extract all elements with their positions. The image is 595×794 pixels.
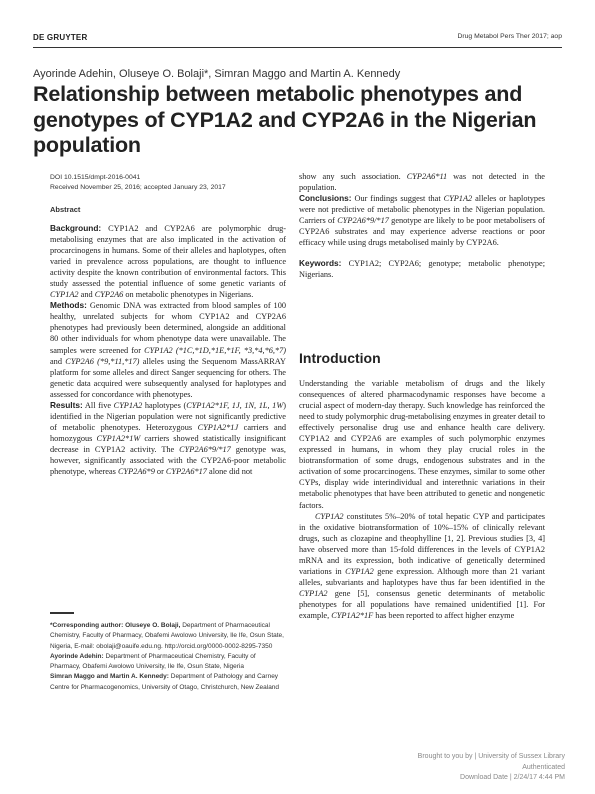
maggo-kennedy-affiliation: Simran Maggo and Martin A. Kennedy: Department of Pathology and Carney Centre for Pharmacogenomics, University of Otago, Christchurch, New Zealand: [50, 673, 280, 691]
download-watermark: Brought to you by | University of Sussex Library Authenticated Download Date | 2/24/17 4:44 PM: [417, 753, 565, 781]
corresponding-author-note: *Corresponding author: Oluseye O. Bolaji, Department of Pharmaceutical Chemistry, Faculty of Pharmacy, Obafemi Awolowo University, Ile Ife, Osun State, Nigeria, E-mail: obolaji@oauife.edu.ng. http://orcid.org/0000-0002-8295-7350: [50, 622, 284, 650]
abstract-conclusions: Conclusions: Our findings suggest that CYP1A2 alleles or haplotypes were not predictive of metabolic phenotypes in the Nigerian population. Carriers of CYP2A6*9/*17 genotype are likely to be poor metabolisers of CYP2A6 substrates and may experience adverse reactions or poor efficacy while using drugs metabolised mainly by CYP2A6.: [299, 193, 545, 248]
abstract-left-column: [50, 223, 286, 477]
results-continued-left: alone did not: [206, 467, 253, 477]
abstract-results: Results: All five CYP1A2 haplotypes (CYP1A2*1F, 1J, 1N, 1L, 1W) identified in the Nigerian population were not significantly predictive of metabolic phenotypes. Heterozygous CYP1A2*1J carriers and homozygous CYP1A2*1W carriers showed statistically insignificant decrease in CYP1A2 activity. The CYP2A6*9/*17 genotype was, however, significantly associated with the CYP2A6-poor metabolic phenotype, whereas CYP2A6*9 or CYP2A6*17 alone did not: [50, 399, 286, 477]
introduction-body: [299, 378, 545, 621]
adehin-affiliation: Ayorinde Adehin: Department of Pharmaceutical Chemistry, Faculty of Pharmacy, Obafemi Awolowo University, Ile Ife, Osun State, Nigeria: [50, 652, 256, 671]
doi[interactable]: DOI 10.1515/dmpt-2016-0041: [50, 174, 141, 181]
introduction-heading: Introduction: [299, 350, 381, 366]
abstract-methods: Methods: Genomic DNA was extracted from blood samples of 100 healthy, unrelated subjects for whom CYP1A2 and CYP2A6 phenotypes had previously been determined, alongside an additional 80 other individuals for whom phenotype data were unavailable. The samples were screened for CYP1A2 (*1C,*1D,*1E,*1F, *3,*4,*6,*7) and CYP2A6 (*9,*11,*17) alleles using the Sequenom MassARRAY platform for some alleles and direct Sanger sequencing for others. The genetic data acquired were subsequently analysed for haplotypes and assessed for concordance with phenotypes.: [50, 300, 286, 399]
abstract-results-continued: show any such association. CYP2A6*11 was not detected in the population.: [299, 172, 545, 193]
abstract-right-column: [299, 171, 545, 280]
author-list: Ayorinde Adehin, Oluseye O. Bolaji*, Simran Maggo and Martin A. Kennedy: [33, 68, 401, 80]
results-label: Results:: [50, 399, 83, 410]
abstract-heading: Abstract: [50, 205, 81, 214]
conclusions-label: Conclusions:: [299, 193, 352, 204]
background-label: Background:: [50, 223, 102, 233]
received-date: Received November 25, 2016; accepted January 23, 2017: [50, 184, 226, 191]
journal-citation: Drug Metabol Pers Ther 2017; aop: [457, 33, 562, 40]
abstract-background: Background: CYP1A2 and CYP2A6 are polymorphic drug-metabolising enzymes that are also implicated in the activation of procarcinogens in humans. Some of their alleles and haplotypes, often varied in prevalence across populations, are thought to influence activity despite the known contribution of environmental factors. This study assessed the potential influence of some genetic variants of CYP1A2 and CYP2A6 on metabolic phenotypes in Nigerians.: [50, 223, 286, 300]
footnote-divider: [50, 612, 74, 614]
article-title: Relationship between metabolic phenotypes and genotypes of CYP1A2 and CYP2A6 in the Nigerian population: [33, 82, 537, 157]
author-footnotes: [50, 621, 285, 693]
methods-label: Methods:: [50, 300, 87, 311]
publisher-name: DE GRUYTER: [33, 33, 88, 42]
keywords-label: Keywords:: [299, 258, 342, 269]
header-divider: [33, 47, 562, 48]
keywords: Keywords: CYP1A2; CYP2A6; genotype; metabolic phenotype; Nigerians.: [299, 258, 545, 280]
article-metadata: [50, 173, 226, 193]
introduction-paragraph-2: CYP1A2 constitutes 5%–20% of total hepatic CYP and participates in the oxidative biotransformation of 10%–15% of clinically relevant drugs, such as clozapine and theophylline [1, 2]. Previous studies [3, 4] have observed more than 15-fold differences in the levels of CYP1A2 mRNA and its expression, both indicative of genetically determined variations in CYP1A2 gene expression. Although more than 21 variant alleles, subvariants and haplotypes have thus far been identified in the CYP1A2 gene [5], consensus genetic determinants of metabolic phenotypes for all populations have remained unidentified [1]. For example, CYP1A2*1F has been reported to affect higher enzyme: [299, 511, 545, 620]
introduction-paragraph-1: Understanding the variable metabolism of drugs and the likely consequences of altered pharmacodynamic responses have become a crucial aspect of modern-day therapy. Such knowledge has reinforced the need to study polymorphic drug-metabolising enzymes in greater detail to effectively personalise drug use and enhance health care delivery. CYP1A2 and CYP2A6 are examples of such polymorphic enzymes expressed in humans, in whom they play crucial roles in the biotransformation of some drugs, endogenous substrates and in the activation of some procarcinogens. These enzymes, similar to some other CYPs, display wide interindividual and interethnic variations in their metabolic phenotypes that have been attributed to genetic and nongenetic factors.: [299, 379, 545, 510]
